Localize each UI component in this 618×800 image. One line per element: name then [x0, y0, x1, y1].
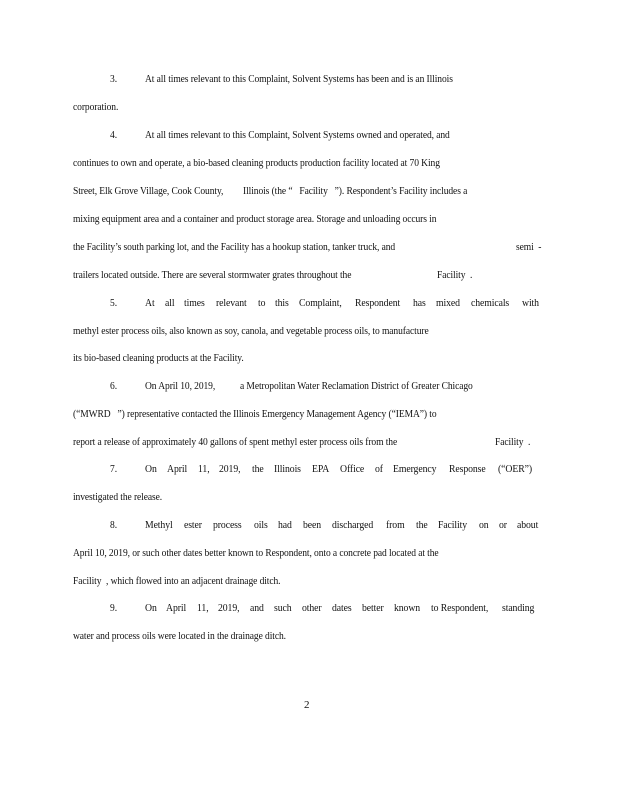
- justified-line: [145, 520, 540, 532]
- paragraph-text: a Metropolitan Water Reclamation District of Greater Chicago: [240, 381, 473, 392]
- word: all: [164, 298, 175, 309]
- paragraph-text: Facility , which flowed into an adjacent drainage ditch.: [73, 576, 281, 587]
- word: Illinois: [273, 464, 301, 475]
- word: times: [183, 298, 205, 309]
- paragraph-text: Illinois (the “ Facility ”). Respondent’s Facility includes a: [243, 186, 468, 197]
- paragraph-text: Street, Elk Grove Village, Cook County,: [73, 186, 224, 197]
- word: Office: [339, 464, 364, 475]
- paragraph-text: On April 10, 2019,: [145, 381, 216, 392]
- justified-line: [145, 603, 537, 615]
- paragraph-number: 5.: [110, 298, 118, 309]
- paragraph-text: water and process oils were located in the drainage ditch.: [73, 631, 286, 642]
- word: Complaint,: [299, 298, 342, 309]
- paragraph-text: At all times relevant to this Complaint, Solvent Systems owned and operated, and: [145, 130, 450, 141]
- word: April: [166, 464, 187, 475]
- word: On: [145, 603, 157, 614]
- paragraph-text: April 10, 2019, or such other dates better known to Respondent, onto a concrete pad located at the: [73, 548, 439, 559]
- word: 11,: [197, 603, 209, 614]
- word: relevant: [215, 298, 247, 309]
- word: known: [393, 603, 421, 614]
- word: to: [257, 298, 266, 309]
- word: this: [275, 298, 289, 309]
- paragraph-text: Facility .: [437, 270, 473, 281]
- word: Emergency: [392, 464, 437, 475]
- paragraph-text: mixing equipment area and a container and product storage area. Storage and unloading occurs in: [73, 214, 437, 225]
- word: or: [498, 520, 507, 531]
- word: from: [386, 520, 405, 531]
- word: better: [361, 603, 384, 614]
- paragraph-text: report a release of approximately 40 gallons of spent methyl ester process oils from the: [73, 437, 398, 448]
- word: discharged: [331, 520, 374, 531]
- word: Response: [449, 464, 486, 475]
- word: to Respondent,: [431, 603, 489, 614]
- word: other: [301, 603, 322, 614]
- word: EPA: [311, 464, 330, 475]
- page-number: 2: [304, 699, 310, 711]
- word: Facility: [437, 520, 467, 531]
- word: Respondent: [354, 298, 400, 309]
- paragraph-text: investigated the release.: [73, 492, 163, 503]
- paragraph-text: At all times relevant to this Complaint, Solvent Systems has been and is an Illinois: [145, 74, 453, 85]
- paragraph-number: 3.: [110, 74, 118, 85]
- word: about: [516, 520, 539, 531]
- paragraph-text: Facility .: [495, 437, 531, 448]
- word: on: [478, 520, 489, 531]
- word: standing: [501, 603, 535, 614]
- word: 11,: [197, 464, 210, 475]
- word: On: [145, 464, 157, 475]
- word: been: [302, 520, 321, 531]
- word: the: [415, 520, 428, 531]
- paragraph-number: 4.: [110, 130, 118, 141]
- justified-line: [145, 298, 540, 310]
- justified-line: [145, 464, 535, 476]
- word: April: [166, 603, 187, 614]
- word: ester: [184, 520, 203, 531]
- word: and: [250, 603, 265, 614]
- word: such: [274, 603, 292, 614]
- word: with: [521, 298, 539, 309]
- word: has: [412, 298, 426, 309]
- word: 2019,: [219, 464, 241, 475]
- paragraph-text: the Facility’s south parking lot, and the Facility has a hookup station, tanker truck, and: [73, 242, 396, 253]
- paragraph-text: corporation.: [73, 102, 119, 113]
- word: of: [375, 464, 384, 475]
- paragraph-number: 7.: [110, 464, 118, 475]
- paragraph-number: 9.: [110, 603, 118, 614]
- paragraph-text: trailers located outside. There are several stormwater grates throughout the: [73, 270, 352, 281]
- paragraph-text: its bio-based cleaning products at the Facility.: [73, 353, 244, 364]
- word: process: [213, 520, 243, 531]
- paragraph-text: methyl ester process oils, also known as soy, canola, and vegetable process oils, to manufacture: [73, 326, 429, 337]
- word: mixed: [435, 298, 460, 309]
- word: oils: [254, 520, 268, 531]
- word: had: [278, 520, 293, 531]
- word: Methyl: [145, 520, 173, 531]
- paragraph-number: 6.: [110, 381, 118, 392]
- word: chemicals: [470, 298, 510, 309]
- paragraph-text: continues to own and operate, a bio-based cleaning products production facility located at 70 King: [73, 158, 440, 169]
- word: 2019,: [218, 603, 240, 614]
- word: (“OER”): [498, 464, 533, 475]
- paragraph-number: 8.: [110, 520, 118, 531]
- paragraph-text: (“MWRD ”) representative contacted the Illinois Emergency Management Agency (“IEMA”) to: [73, 409, 437, 420]
- word: At: [145, 298, 155, 309]
- paragraph-text: semi -: [516, 242, 542, 253]
- word: the: [251, 464, 264, 475]
- word: dates: [331, 603, 352, 614]
